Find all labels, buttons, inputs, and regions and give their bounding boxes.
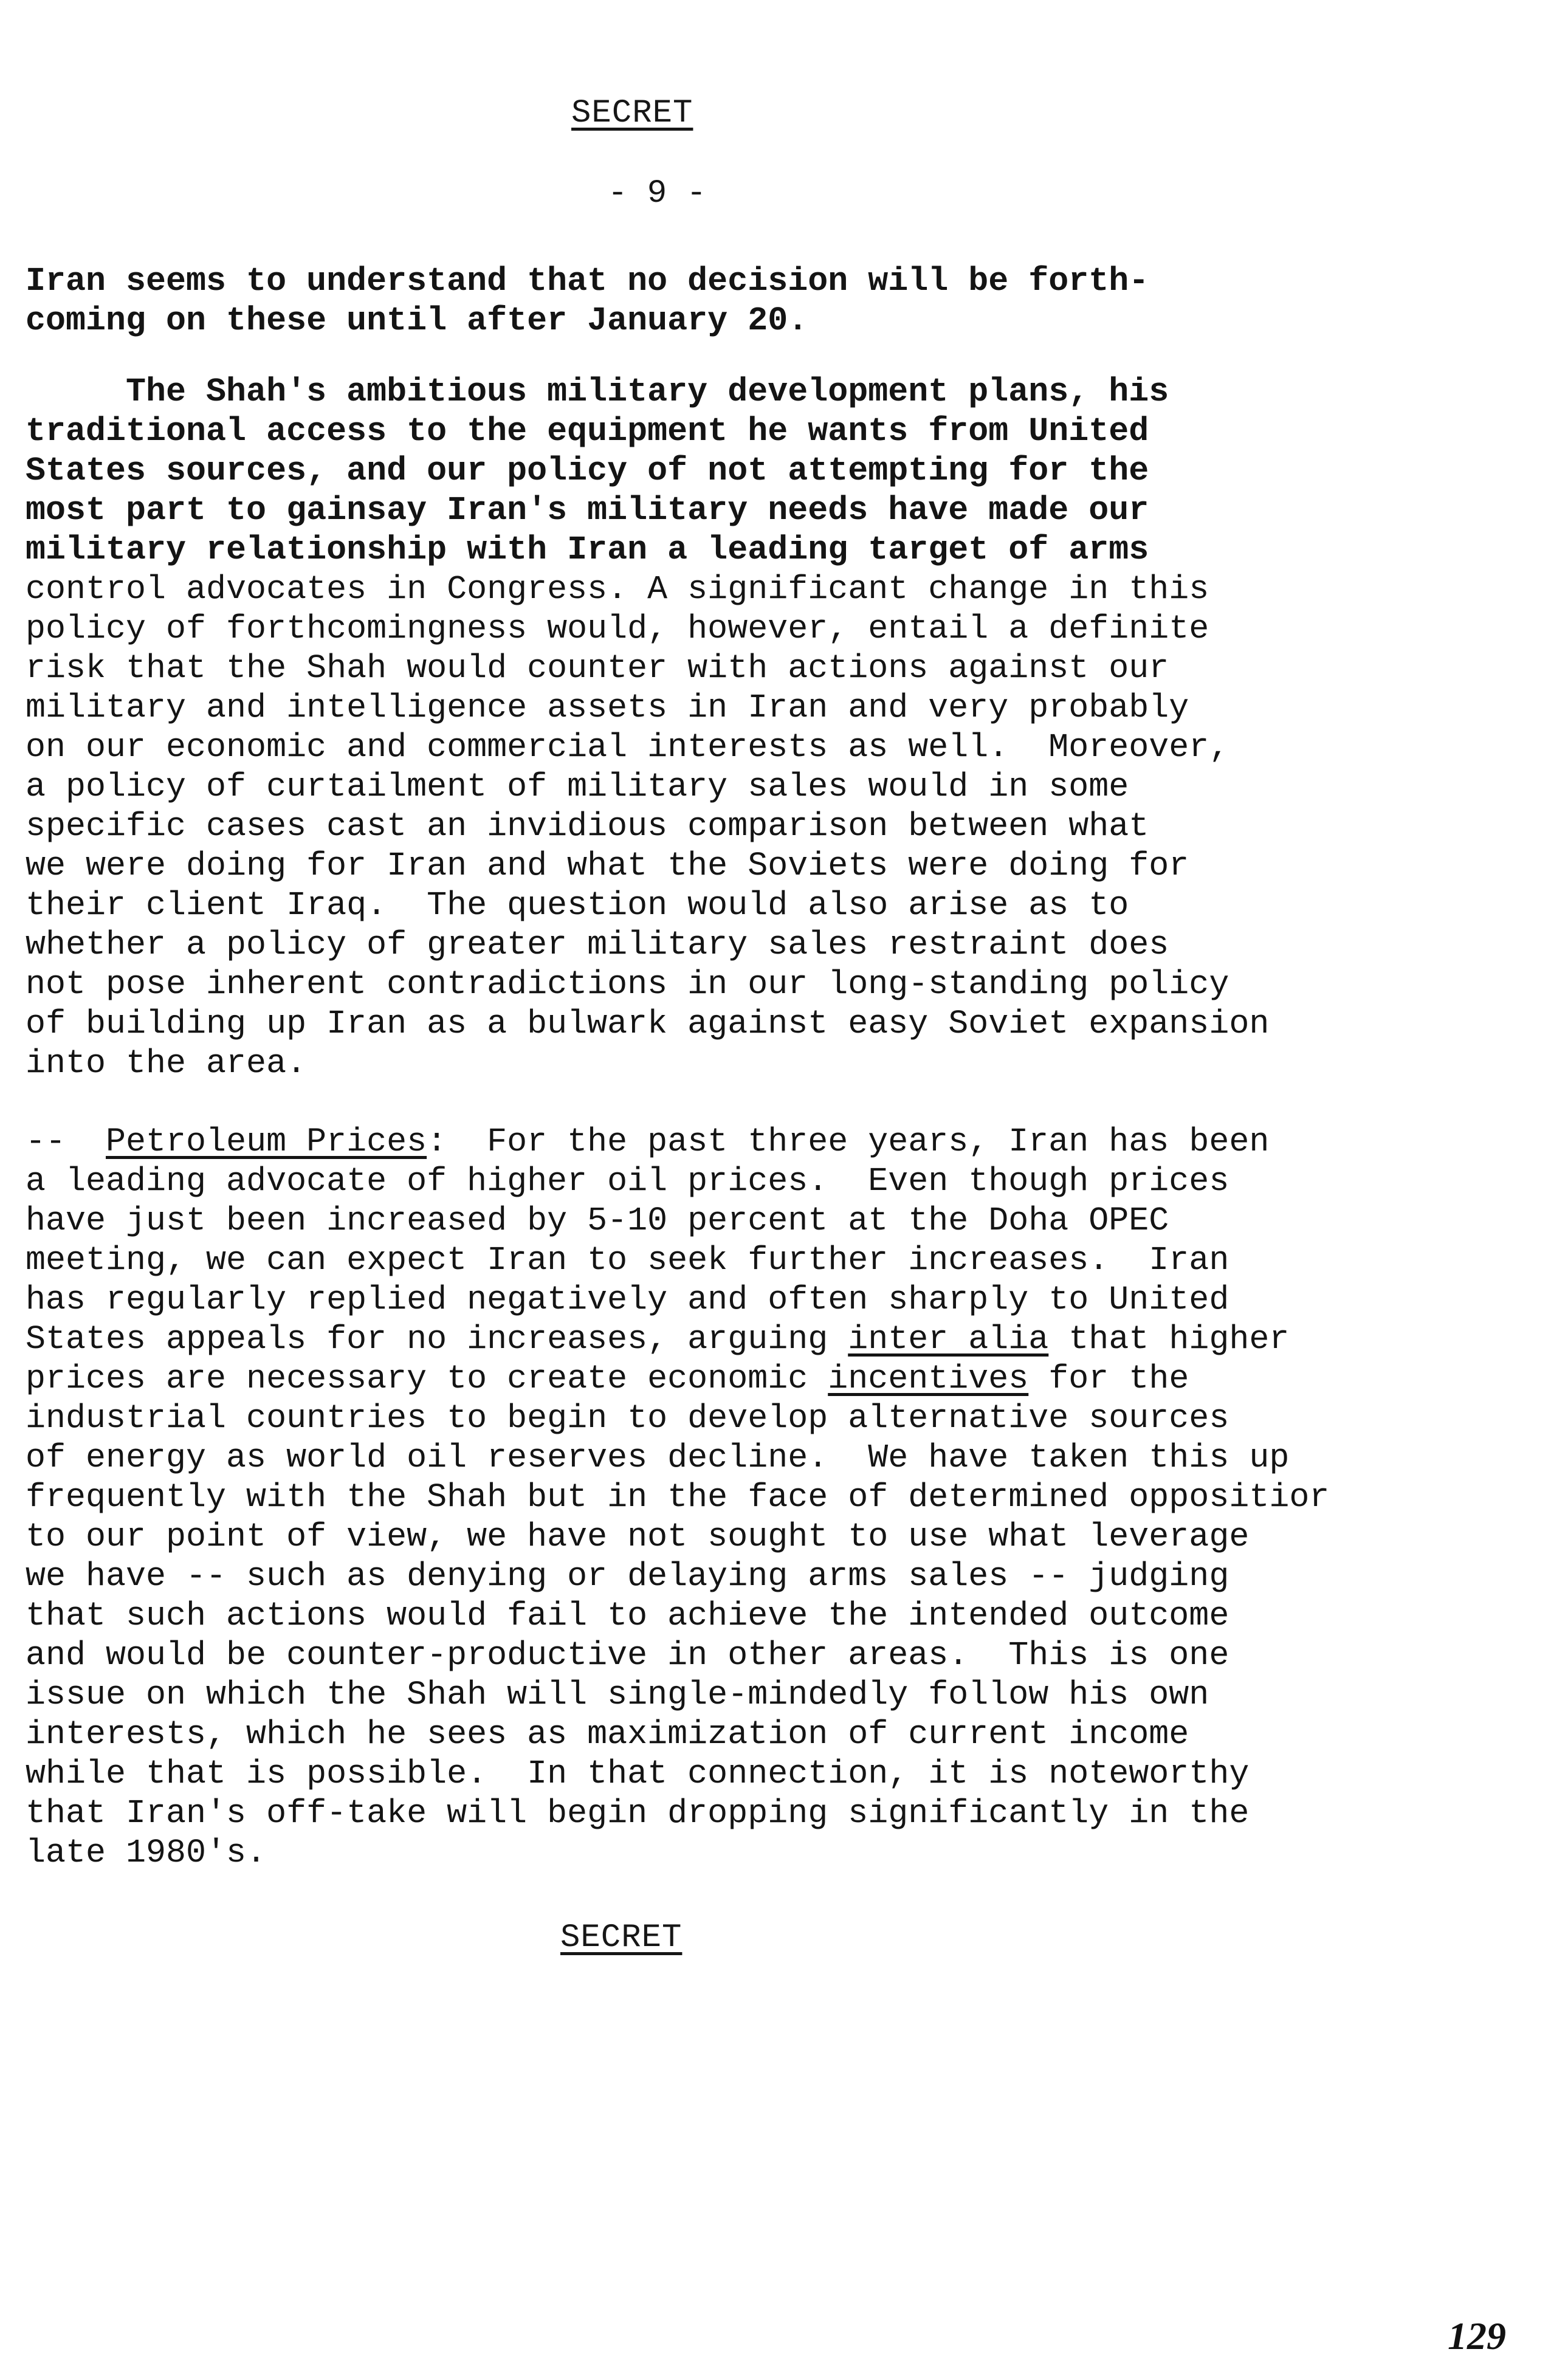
paragraph-line: industrial countries to begin to develop alternative sources — [26, 1399, 1229, 1437]
archive-page-number: 129 — [1448, 2314, 1506, 2358]
sentence-fragment: prices are necessary to create economic — [26, 1360, 828, 1398]
document-body — [26, 261, 1508, 1873]
petroleum-prices-heading: Petroleum Prices — [106, 1123, 427, 1161]
heading-sentence-continuation: : For the past three years, Iran has been — [427, 1123, 1270, 1161]
paragraph-line: States sources, and our policy of not attempting for the — [26, 452, 1149, 490]
paragraph-line: not pose inherent contradictions in our long-standing policy — [26, 965, 1229, 1003]
sentence-fragment: for the — [1028, 1360, 1189, 1398]
paragraph-line: into the area. — [26, 1044, 307, 1082]
paragraph-line: of energy as world oil reserves decline. We have taken this up — [26, 1439, 1290, 1477]
paragraph-line: coming on these until after January 20. — [26, 301, 808, 340]
paragraph-line: policy of forthcomingness would, however, entail a definite — [26, 610, 1209, 648]
paragraph-line-with-latin-phrase — [26, 1319, 1508, 1359]
paragraph-line: we have -- such as denying or delaying arms sales -- judging — [26, 1557, 1229, 1595]
paragraph-line: traditional access to the equipment he wants from United — [26, 412, 1149, 450]
paragraph-line: their client Iraq. The question would also arise as to — [26, 886, 1129, 924]
sentence-fragment: that higher — [1048, 1320, 1290, 1358]
paragraph-line: control advocates in Congress. A significant change in this — [26, 570, 1209, 608]
paragraph-line: interests, which he sees as maximization of current income — [26, 1715, 1189, 1753]
paragraph-line: a policy of curtailment of military sales would in some — [26, 768, 1129, 806]
paragraph-line-with-heading — [26, 1122, 1508, 1161]
paragraph-spacing — [26, 1083, 1508, 1122]
paragraph-spacing — [26, 340, 1508, 372]
paragraph-decision-timing — [26, 261, 1508, 340]
paragraph-line: to our point of view, we have not sought to use what leverage — [26, 1518, 1250, 1556]
paragraph-line: late 1980's. — [26, 1834, 267, 1872]
paragraph-line: that Iran's off-take will begin dropping significantly in the — [26, 1794, 1250, 1832]
paragraph-petroleum-prices — [26, 1122, 1508, 1873]
paragraph-line: has regularly replied negatively and often sharply to United — [26, 1281, 1229, 1319]
incentives-word: incentives — [828, 1360, 1029, 1398]
paragraph-line-with-underlined-word — [26, 1359, 1508, 1398]
paragraph-line: whether a policy of greater military sales restraint does — [26, 926, 1169, 964]
list-dash: -- — [26, 1123, 106, 1161]
paragraph-line: specific cases cast an invidious comparison between what — [26, 807, 1149, 845]
paragraph-line: on our economic and commercial interests as well. Moreover, — [26, 728, 1229, 766]
paragraph-line: and would be counter-productive in other areas. This is one — [26, 1636, 1229, 1674]
paragraph-line: most part to gainsay Iran's military needs have made our — [26, 491, 1149, 529]
paragraph-line: of building up Iran as a bulwark against easy Soviet expansion — [26, 1005, 1270, 1043]
paragraph-military-relationship — [26, 372, 1508, 1083]
paragraph-line: issue on which the Shah will single-mindedly follow his own — [26, 1676, 1209, 1714]
paragraph-line: military and intelligence assets in Iran and very probably — [26, 689, 1189, 727]
paragraph-line: military relationship with Iran a leading target of arms — [26, 531, 1149, 569]
top-classification-marking: SECRET — [571, 95, 693, 132]
paragraph-line: that such actions would fail to achieve the intended outcome — [26, 1597, 1229, 1635]
page-number: - 9 - — [608, 175, 707, 212]
paragraph-line: meeting, we can expect Iran to seek further increases. Iran — [26, 1241, 1229, 1279]
paragraph-line: a leading advocate of higher oil prices. Even though prices — [26, 1162, 1229, 1200]
paragraph-line: Iran seems to understand that no decision will be forth- — [26, 262, 1149, 300]
paragraph-line: we were doing for Iran and what the Soviets were doing for — [26, 847, 1189, 885]
paragraph-line: while that is possible. In that connection, it is noteworthy — [26, 1755, 1250, 1793]
paragraph-line: The Shah's ambitious military development plans, his — [26, 373, 1169, 411]
paragraph-line: have just been increased by 5-10 percent at the Doha OPEC — [26, 1202, 1169, 1240]
bottom-classification-marking: SECRET — [560, 1919, 683, 1956]
paragraph-line: frequently with the Shah but in the face of determined oppositior — [26, 1478, 1330, 1516]
inter-alia-phrase: inter alia — [848, 1320, 1049, 1358]
sentence-fragment: States appeals for no increases, arguing — [26, 1320, 848, 1358]
paragraph-line: risk that the Shah would counter with actions against our — [26, 649, 1169, 687]
